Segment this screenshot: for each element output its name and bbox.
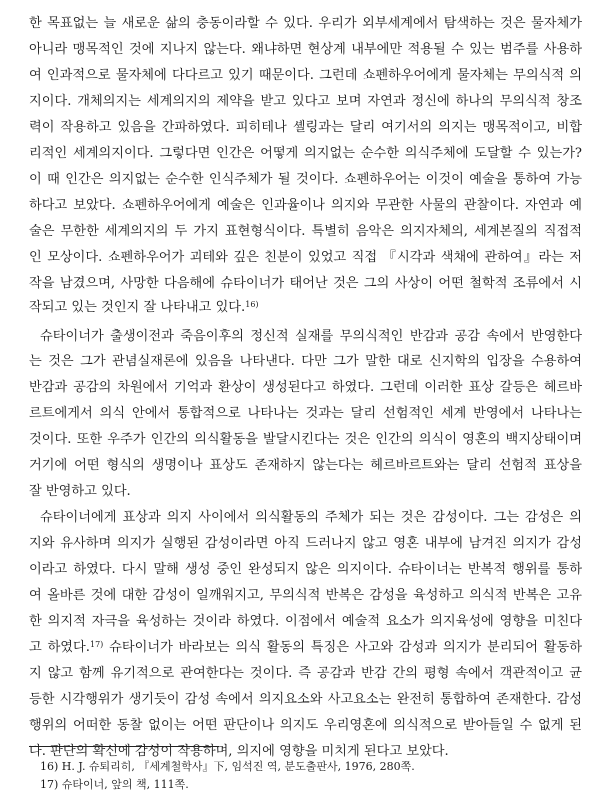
text-line: 다. 판단의 확신에 감성이 작용하며, 의지에 영향을 미치게 된다고 보았다. xyxy=(29,744,449,759)
text-line: 하다고 보았다. 쇼펜하우어에게 예술은 인과율이나 의지와 무관한 사물의 관찰이다. 자연과 예 xyxy=(29,198,582,213)
text-line xyxy=(29,300,582,316)
text-line: 지와 유사하며 의지가 실행된 감성이라면 아직 드러나지 않고 영혼 내부에 남겨진 의지가 감성 xyxy=(29,536,582,551)
footnote xyxy=(40,778,189,792)
text-line: 여 인과적으로 물자체에 다다르고 있기 때문이다. 그런데 쇼펜하우어에게 물자체는 무의식적 의 xyxy=(29,68,582,83)
text-line: 슈타이너가 출생이전과 죽음이후의 정신적 실재를 무의식적인 반감과 공감 속에서 반영한다 xyxy=(40,329,582,344)
footnote-number: 17) xyxy=(40,778,59,791)
text-line: 력이 작용하고 있음을 간파하였다. 피히테나 셸링과는 달리 여기서의 의지는 맹목적이고, 비합 xyxy=(29,120,582,135)
text-line xyxy=(29,640,582,656)
text-line: 인 모상이다. 쇼펜하우어가 괴테와 깊은 친분이 있었고 직접 『시각과 색채에 관하여』라는 저 xyxy=(29,250,582,265)
text-line: 이라고 하였다. 다시 말해 생성 중인 완성되지 않은 의지이다. 슈타이너는 반복적 행위를 통하 xyxy=(29,562,582,577)
footnote-divider xyxy=(29,746,219,747)
text-line: 작을 남겼으며, 사망한 다음해에 슈타이너가 태어난 것은 그의 사상이 어떤 철학적 조류에서 시 xyxy=(29,276,582,291)
text-line: 여 올바른 것에 대한 감성이 일깨워지고, 무의식적 반복은 감성을 육성하고 의식적 반복은 고유 xyxy=(29,588,582,603)
text-line-content: 작되고 있는 것인지 잘 나타내고 있다. xyxy=(29,300,246,315)
footnote-number: 16) xyxy=(40,760,59,773)
text-line-content: 고 하였다. xyxy=(29,640,90,655)
text-line: 행위의 어떠한 동찰 없이는 어떤 판단이나 의지도 우리영혼에 의식적으로 받아들일 수 없게 된 xyxy=(29,718,582,733)
text-line-content: 슈타이너가 바라보는 의식 활동의 특징은 사고와 감성과 의지가 분리되어 활동하 xyxy=(109,640,582,655)
text-line: 한 목표없는 늘 새로운 삶의 충동이라할 수 있다. 우리가 외부세계에서 탐색하는 것은 물자체가 xyxy=(29,16,582,31)
footnote xyxy=(40,760,415,774)
footnote-ref: 16) xyxy=(245,300,259,309)
text-line: 지이다. 개체의지는 세계의지의 제약을 받고 있다고 보며 자연과 정신에 하나의 무의식적 창조 xyxy=(29,94,582,109)
text-line: 이 때 인간은 의지없는 순수한 인식주체가 될 것이다. 쇼펜하우어는 이것이 예술을 통하여 가능 xyxy=(29,172,582,187)
text-line: 슈타이너에게 표상과 의지 사이에서 의식활동의 주체가 되는 것은 감성이다. 그는 감성은 의 xyxy=(40,510,582,525)
footnote-text: 슈타이너, 앞의 책, 111쪽. xyxy=(61,778,189,791)
text-line: 등한 시각행위가 생기듯이 감성 속에서 의지요소와 사고요소는 완전히 통합하여 존재한다. 감성 xyxy=(29,692,582,707)
text-line: 것이다. 또한 우주가 인간의 의식활동을 발달시킨다는 것은 인간의 의식이 영혼의 백지상태이며 xyxy=(29,432,582,447)
text-line: 르트에게서 의식 안에서 통합적으로 나타나는 것과는 달리 선험적인 세계 반영에서 나타나는 xyxy=(29,406,582,421)
text-line: 지 않고 함께 유기적으로 관여한다는 것이다. 즉 공감과 반감 간의 평형 속에서 객관적이고 균 xyxy=(29,666,582,681)
text-line: 잘 반영하고 있다. xyxy=(29,484,131,499)
footnote-text: H. J. 슈퇴리히, 『세계철학사』下, 임석진 역, 분도출판사, 1976, 280쪽. xyxy=(61,760,415,773)
text-line: 반감과 공감의 차원에서 기억과 환상이 생성된다고 하였다. 그런데 이러한 표상 갈등은 헤르바 xyxy=(29,380,582,395)
text-line: 거기에 어떤 형식의 생명이나 표상도 존재하지 않는다는 헤르바르트와는 달리 선험적 표상을 xyxy=(29,458,582,473)
text-line: 술은 무한한 세계의지의 두 가지 표현형식이다. 특별히 음악은 의지자체의, 세계본질의 직접적 xyxy=(29,224,582,239)
text-line: 아니라 맹목적인 것에 지나지 않는다. 왜냐하면 현상계 내부에만 적용될 수 있는 범주를 사용하 xyxy=(29,42,582,57)
text-line: 리적인 세계의지이다. 그렇다면 인간은 어떻게 의지없는 순수한 의식주체에 도달할 수 있는가? xyxy=(29,146,582,161)
footnote-ref: 17) xyxy=(89,640,104,649)
text-line: 한 의지적 자극을 육성하는 것이라 하였다. 이점에서 예술적 요소가 의지육성에 영향을 미친다 xyxy=(29,614,582,629)
text-line: 는 것은 그가 관념실재론에 있음을 나타낸다. 다만 그가 말한 대로 신지학의 입장을 수용하여 xyxy=(29,354,582,369)
